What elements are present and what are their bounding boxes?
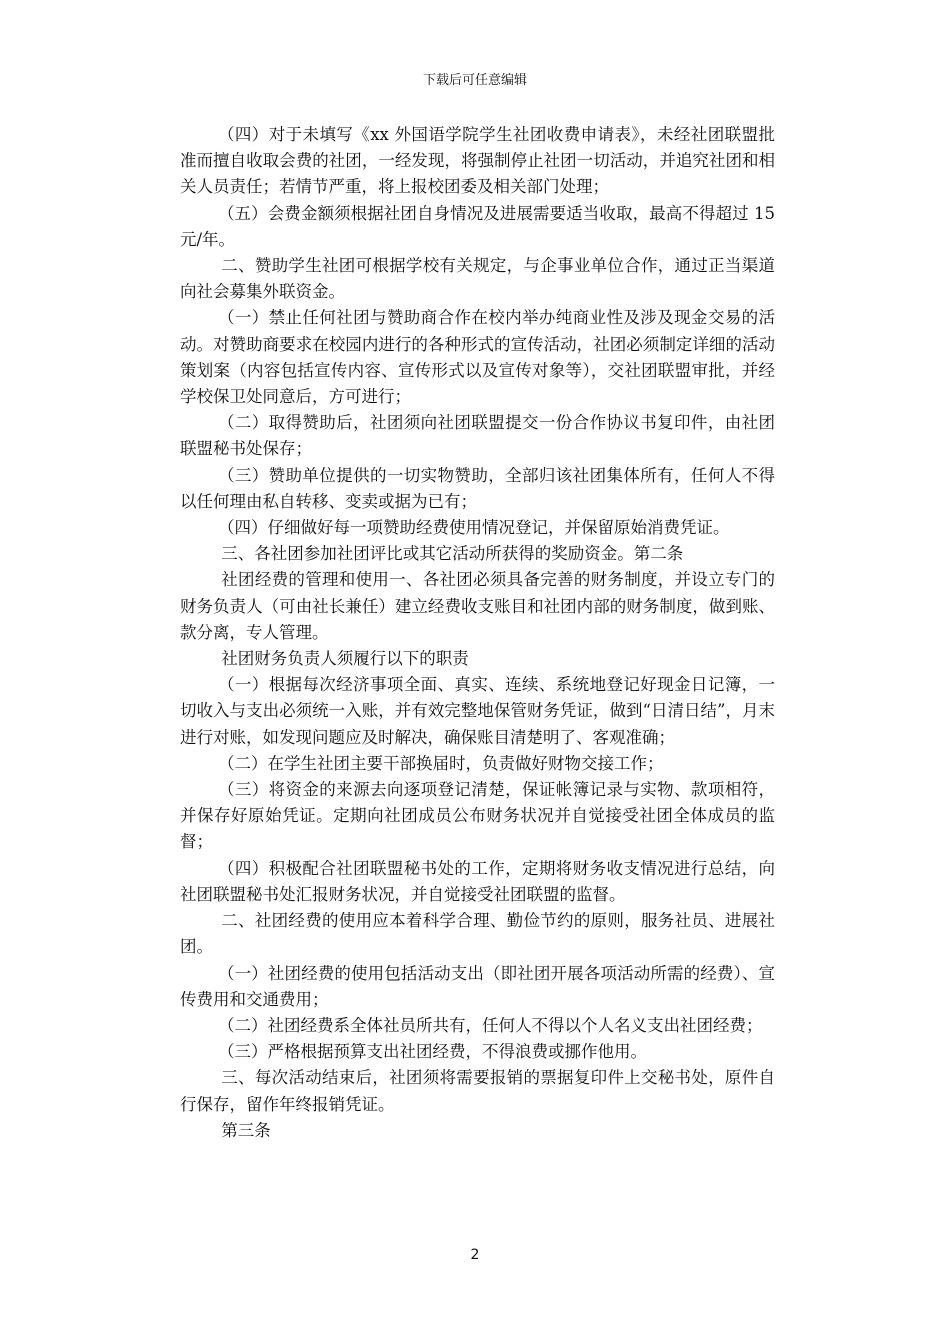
paragraph: （一）禁止任何社团与赞助商合作在校内举办纯商业性及涉及现金交易的活动。对赞助商要求在校园内进行的各种形式的宣传活动，社团必须制定详细的活动策划案（内容包括宣传内容、宣传形式以及宣传对象等），交社团联盟审批，并经学校保卫处同意后，方可进行；: [180, 308, 775, 407]
paragraph: （一）社团经费的使用包括活动支出（即社团开展各项活动所需的经费）、宣传费用和交通费用；: [180, 963, 775, 1009]
paragraph: 社团经费的管理和使用一、各社团必须具备完善的财务制度，并设立专门的财务负责人（可由社长兼任）建立经费收支账目和社团内部的财务制度，做到账、款分离，专人管理。: [180, 570, 775, 642]
page-number: 2: [470, 1247, 480, 1263]
paragraph: （三）赞助单位提供的一切实物赞助，全部归该社团集体所有，任何人不得以任何理由私自转移、变卖或据为已有；: [180, 465, 775, 511]
paragraph: （三）将资金的来源去向逐项登记清楚，保证帐簿记录与实物、款项相符，并保存好原始凭证。定期向社团成员公布财务状况并自觉接受社团全体成员的监督；: [180, 780, 775, 852]
paragraph: （二）取得赞助后，社团须向社团联盟提交一份合作协议书复印件，由社团联盟秘书处保存；: [180, 413, 775, 459]
paragraph: 二、社团经费的使用应本着科学合理、勤俭节约的原则，服务社员、进展社团。: [180, 911, 775, 957]
paragraph: （二）在学生社团主要干部换届时，负责做好财物交接工作；: [217, 753, 664, 773]
paragraph: （四）对于未填写《xx 外国语学院学生社团收费申请表》，未经社团联盟批准而擅自收取会费的社团，一经发现，将强制停止社团一切活动，并追究社团和相关人员责任；若情节严重，将上报校团委及相关部门处理；: [180, 125, 775, 197]
paragraph: 二、赞助学生社团可根据学校有关规定，与企事业单位合作，通过正当渠道向社会募集外联资金。: [180, 256, 775, 302]
paragraph: （四）积极配合社团联盟秘书处的工作，定期将财务收支情况进行总结，向社团联盟秘书处汇报财务状况，并自觉接受社团联盟的监督。: [180, 858, 775, 904]
paragraph: （二）社团经费系全体社员所共有，任何人不得以个人名义支出社团经费；: [217, 1015, 763, 1035]
paragraph: （一）根据每次经济事项全面、真实、连续、系统地登记好现金日记簿，一切收入与支出必须统一入账，并有效完整地保管财务凭证，做到“日清日结”，月末进行对账，如发现问题应及时解决，确保账目清楚明了、客观准确；: [180, 675, 775, 747]
paragraph: （五）会费金额须根据社团自身情况及进展需要适当收取，最高不得超过 15 元/年。: [180, 203, 775, 249]
page-header: 下载后可任意编辑: [422, 73, 527, 88]
document-body: [180, 122, 775, 1144]
section-heading: 第三条: [221, 1120, 271, 1140]
paragraph: （三）严格根据预算支出社团经费，不得浪费或挪作他用。: [217, 1042, 647, 1062]
paragraph: （四）仔细做好每一项赞助经费使用情况登记，并保留原始消费凭证。: [217, 518, 730, 538]
paragraph: 社团财务负责人须履行以下的职责: [221, 649, 469, 669]
paragraph: 三、每次活动结束后，社团须将需要报销的票据复印件上交秘书处，原件自行保存，留作年终报销凭证。: [180, 1068, 775, 1114]
paragraph: 三、各社团参加社团评比或其它活动所获得的奖励资金。第二条: [221, 544, 684, 564]
